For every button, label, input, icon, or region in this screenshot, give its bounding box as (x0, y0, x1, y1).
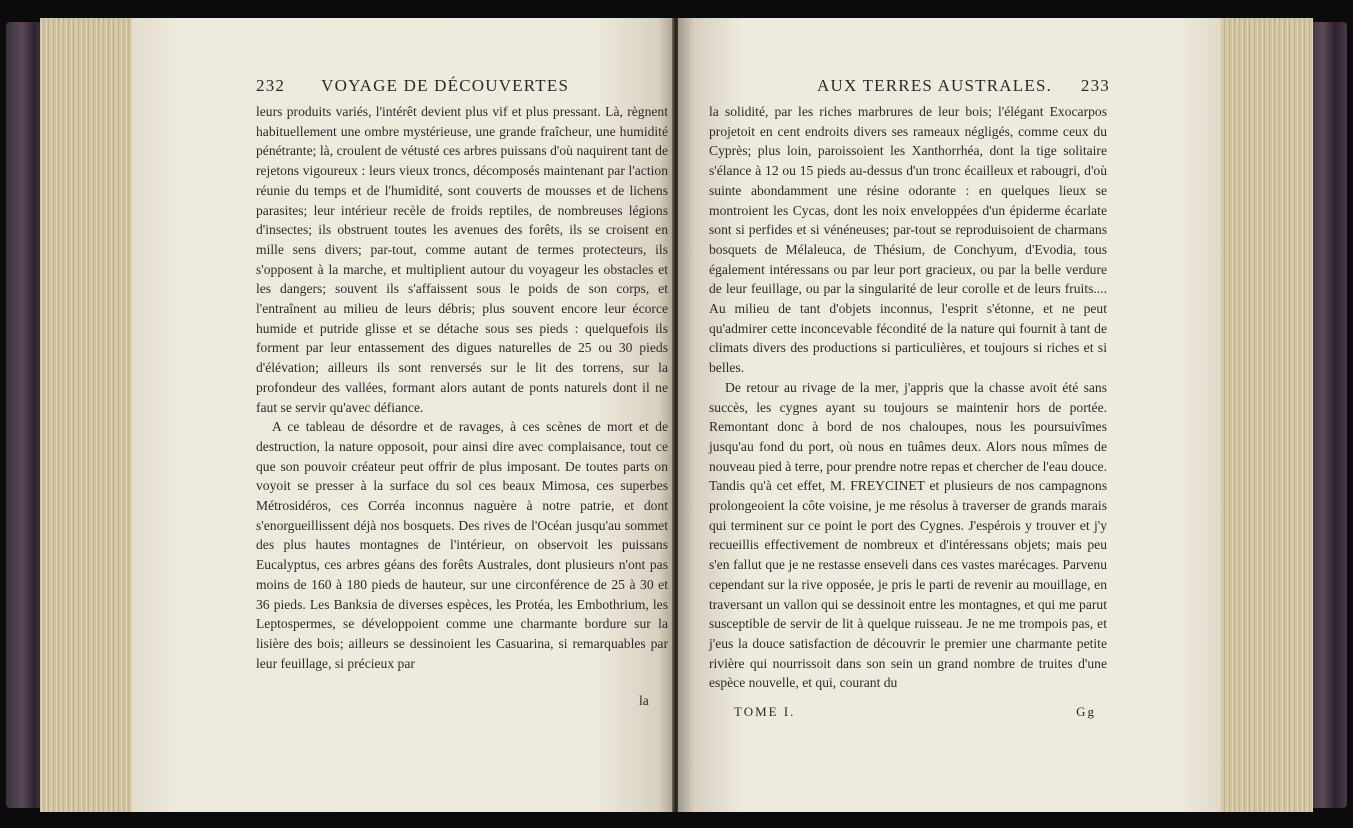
page-edges-right (1221, 18, 1313, 812)
paragraph: A ce tableau de désordre et de ravages, à ces scènes de mort et de destruction, la nature opposoit, pour ainsi dire avec complaisance, tout ce que son pouvoir créateur peut offrir de plus imposant. De toutes parts on voyoit se presser à la surface du sol ces beaux Mimosa, ces superbes Métrosidéros, ces Corréa inconnus naguère à notre patrie, et dont s'enorgueillissent déjà nos bosquets. Des rives de l'Océan jusqu'au sommet des plus hautes montagnes de l'intérieur, on observoit les puissans Eucalyptus, ces arbres géans des forêts Australes, dont plusieurs n'ont pas moins de 160 à 180 pieds de hauteur, sur une circonférence de 25 à 30 et 36 pieds. Les Banksia de diverses espèces, les Protéa, les Embothrium, les Leptospermes, se développoient comme une charmante bordure sur la lisière des bois; ailleurs se dessinoient les Casuarina, si remarquables par leur feuillage, si précieux par (256, 419, 668, 671)
left-page-body (256, 102, 668, 673)
running-head: AUX TERRES AUSTRALES. (817, 76, 1053, 95)
open-book (6, 14, 1347, 816)
page-number: 233 (1080, 76, 1110, 95)
left-page (132, 18, 675, 812)
right-page (678, 18, 1221, 812)
right-page-header (709, 76, 1110, 98)
right-page-body (709, 102, 1107, 693)
right-page-footer (734, 704, 1096, 720)
left-page-header (256, 76, 665, 98)
signature-mark: Gg (1076, 704, 1096, 719)
running-head: VOYAGE DE DÉCOUVERTES (321, 76, 570, 95)
book-cover-right (1307, 22, 1347, 808)
page-number: 232 (256, 76, 286, 95)
page-edges-left (40, 18, 132, 812)
paragraph: la solidité, par les riches marbrures de leur bois; l'élégant Exocarpos projetoit en cent endroits divers ses rameaux négligés, comme ceux du Cyprès; plus loin, paroissoient les Xanthorrhéa, dont la tige solitaire s'élance à 12 ou 15 pieds au-dessus d'un tronc écailleux et rabougri, d'où suinte abondamment une résine odorante : en quelques lieux se montroient les Cycas, dont les noix enveloppées d'un épiderme écarlate sont si perfides et si vénéneuses; par-tout se reproduisoient de charmans bosquets de Mélaleuca, de Thésium, de Conchyum, d'Evodia, tous également intéressans ou par leur port gracieux, ou par la belle verdure de leur feuillage, ou par la singularité de leur corolle et de leurs fruits.... Au milieu de tant d'objets inconnus, l'esprit s'étonne, et ne peut qu'admirer cette inconcevable fécondité de la nature qui fournit à tant de climats divers des productions si particulières, et toujours si riches et si belles. (709, 104, 1107, 376)
paragraph: leurs produits variés, l'intérêt devient plus vif et plus pressant. Là, règnent habituellement une ombre mystérieuse, une grande fraîcheur, une humidité pénétrante; là, croulent de vétusté ces arbres puissans d'où naquirent tant de rejetons vigoureux : leurs vieux troncs, décomposés maintenant par l'action réunie du temps et de l'humidité, sont couverts de mousses et de lichens parasites; leur intérieur recèle de froids reptiles, de nombreuses légions d'insectes; ils obstruent toutes les avenues des forêts, ils se croisent en mille sens divers; par-tout, comme autant de termes protecteurs, ils s'opposent à la marche, et multiplient autour du voyageur les obstacles et les dangers; souvent ils s'affaissent sous le poids de son corps, et l'entraînent au milieu de leurs débris; plus souvent encore leur écorce humide et putride glisse et se détache sous ses pieds : quelquefois ils forment par leur entassement des digues naturelles de 25 ou 30 pieds d'élévation; ailleurs ils sont renversés sur le lit des torrens, sur la profondeur des vallées, formant alors autant de ponts naturels dont il ne faut se servir qu'avec défiance. (256, 104, 668, 415)
paragraph: De retour au rivage de la mer, j'appris que la chasse avoit été sans succès, les cygnes ayant su toujours se maintenir hors de portée. Remontant donc à bord de nos chaloupes, nous les poursuivîmes jusqu'au fond du port, où nous en tuâmes deux. Alors nous mîmes de nouveau pied à terre, pour prendre notre repas et chercher de l'eau douce. Tandis qu'à cet effet, M. FREYCINET et plusieurs de nos campagnons prolongeoient la côte voisine, je me résolus à traverser de grands marais qui terminent sur ce point le port des Cygnes. J'espérois y trouver et j'y recueillis effectivement de nombreux et d'intéressans objets; mais peu s'en fallut que je ne restasse enseveli dans ces vastes marécages. Parvenu cependant sur la rive opposée, je pris le parti de revenir au mouillage, en traversant un vallon qui se dessinoit entre les montagnes, et qui me parut susceptible de servir de lit à quelque ruisseau. Je ne me trompois pas, et j'eus la douce satisfaction de découvrir le premier une charmante petite rivière qui nourrissoit dans son sein un grand nombre de truites d'une espèce nouvelle, et qui, courant du (709, 379, 1107, 691)
volume-label: TOME I. (734, 704, 796, 719)
catchword: la (639, 693, 649, 708)
